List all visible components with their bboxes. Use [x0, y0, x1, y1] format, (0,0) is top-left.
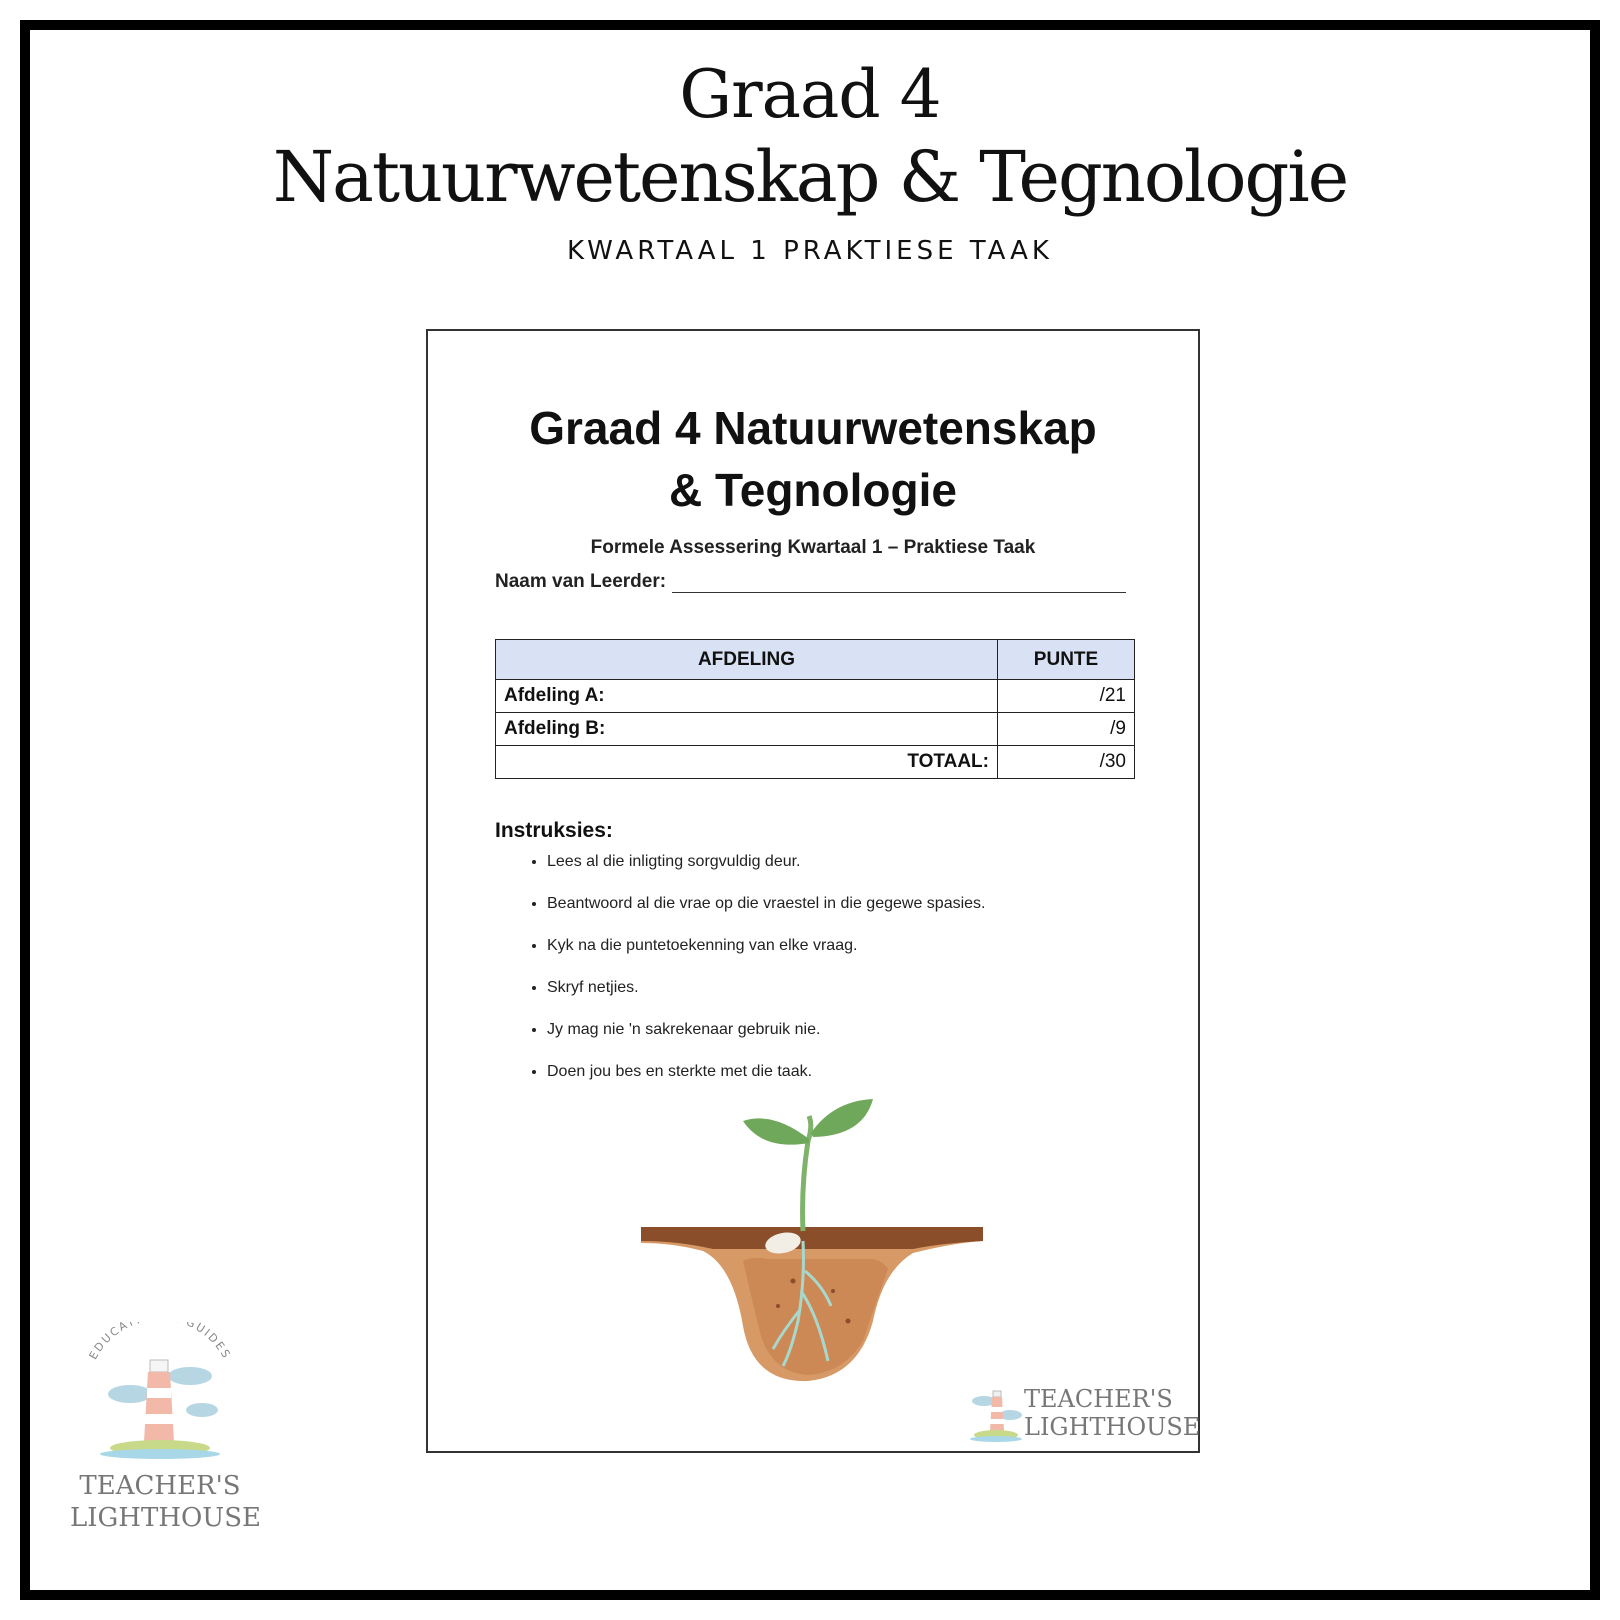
section-b-label: Afdeling B:: [496, 713, 998, 746]
document-preview: [426, 329, 1200, 1453]
marks-table-header: [496, 640, 1135, 680]
lighthouse-icon: [968, 1383, 1024, 1445]
brand-logo: [60, 1322, 260, 1552]
list-item: • Lees al die inligting sorgvuldig deur.: [547, 851, 986, 893]
brand-logo-text: TEACHER'S LIGHTHOUSE: [70, 1471, 262, 1533]
header-punte: PUNTE: [998, 640, 1135, 680]
document-logo-text: TEACHER'S LIGHTHOUSE: [1024, 1385, 1201, 1441]
hero-subtitle: KWARTAAL 1 PRAKTIESE TAAK: [567, 236, 1053, 266]
learner-name-label: Naam van Leerder:: [495, 571, 667, 592]
list-item: • Beantwoord al die vrae op die vraestel in die gegewe spasies.: [547, 893, 986, 935]
list-item: • Doen jou bes en sterkte met die taak.: [547, 1061, 986, 1103]
table-row: [496, 680, 1135, 713]
hero-title-line1: Graad 4: [679, 56, 941, 133]
total-label: TOTAAL:: [496, 746, 998, 779]
list-item: • Skryf netjies.: [547, 977, 986, 1019]
section-b-points: /9: [998, 713, 1135, 746]
header-afdeling: AFDELING: [496, 640, 998, 680]
hero-title-line2: Natuurwetenskap & Tegnologie: [272, 136, 1348, 218]
document-logo: [968, 1383, 1201, 1445]
document-title-line1: Graad 4 Natuurwetenskap: [529, 402, 1097, 454]
instructions-list: [495, 851, 986, 1103]
plant-seedling-illustration: [633, 1091, 993, 1391]
document-title-line2: & Tegnologie: [669, 464, 957, 516]
svg-text:EDUCATIONAL GUIDES: [87, 1322, 234, 1362]
section-a-label: Afdeling A:: [496, 680, 998, 713]
table-row-total: [496, 746, 1135, 779]
logo-tagline: EDUCAT GUIDES: [86, 1322, 234, 1362]
learner-name-line: [672, 574, 1126, 593]
total-points: /30: [998, 746, 1135, 779]
table-row: [496, 713, 1135, 746]
section-a-points: /21: [998, 680, 1135, 713]
list-item: • Jy mag nie 'n sakrekenaar gebruik nie.: [547, 1019, 986, 1061]
marks-table: [495, 639, 1135, 779]
lighthouse-icon: [60, 1322, 260, 1472]
instructions-heading: Instruksies:: [495, 819, 613, 842]
list-item: • Kyk na die puntetoekenning van elke vraag.: [547, 935, 986, 977]
learner-name-row: [495, 571, 1126, 593]
document-subtitle: Formele Assessering Kwartaal 1 – Praktiese Taak: [590, 537, 1036, 558]
